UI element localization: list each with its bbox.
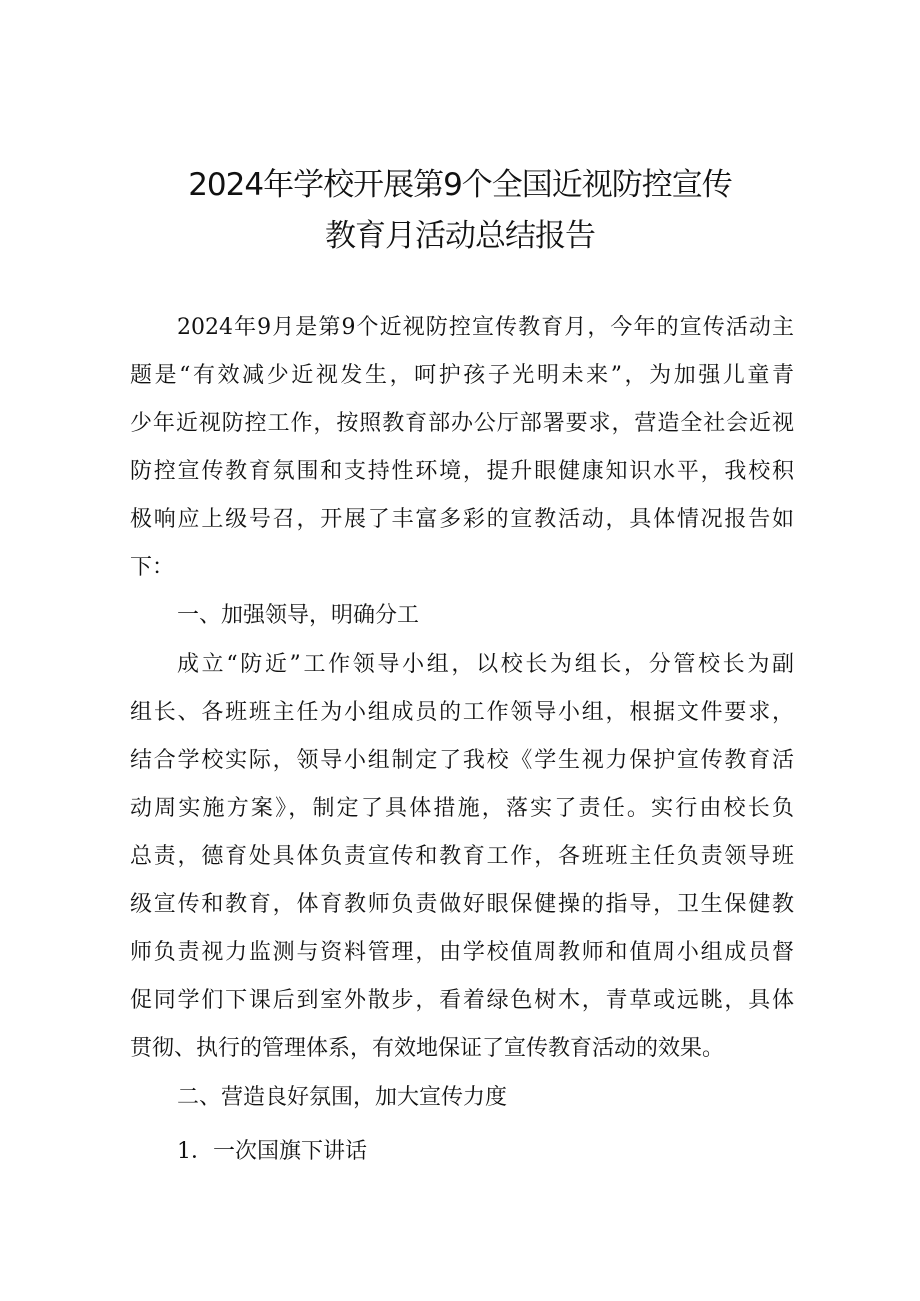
intro-line: 少年近视防控工作，按照教育部办公厅部署要求，营造全社会近视: [130, 411, 794, 436]
intro-line: 2024年9月是第9个近视防控宣传教育月，今年的宣传活动主: [177, 315, 794, 340]
intro-line: 下：: [130, 555, 175, 580]
section-1-line: 贯彻、执行的管理体系，有效地保证了宣传教育活动的效果。: [130, 1036, 725, 1061]
intro-line: 防控宣传教育氛围和支持性环境，提升眼健康知识水平，我校积: [130, 459, 794, 484]
section-1-line: 结合学校实际，领导小组制定了我校《学生视力保护宣传教育活: [130, 748, 794, 773]
section-1-heading: 一、加强领导，明确分工: [177, 603, 420, 628]
report-title-line-2: 教育月活动总结报告: [325, 218, 595, 254]
intro-line: 题是“有效减少近视发生，呵护孩子光明未来”，为加强儿童青: [130, 363, 794, 388]
section-1-line: 组长、各班班主任为小组成员的工作领导小组，根据文件要求，: [130, 700, 794, 725]
section-2-heading: 二、营造良好氛围，加大宣传力度: [177, 1085, 508, 1110]
report-title-line-1: 2024年学校开展第9个全国近视防控宣传: [188, 167, 732, 203]
section-1-line: 师负责视力监测与资料管理，由学校值周教师和值周小组成员督: [130, 940, 794, 965]
section-1-line: 总责，德育处具体负责宣传和教育工作，各班班主任负责领导班: [130, 844, 794, 869]
section-1-line: 动周实施方案》，制定了具体措施，落实了责任。实行由校长负: [130, 796, 794, 821]
section-1-line: 级宣传和教育，体育教师负责做好眼保健操的指导，卫生保健教: [130, 892, 794, 917]
intro-line: 极响应上级号召，开展了丰富多彩的宣教活动，具体情况报告如: [130, 507, 794, 532]
section-1-line: 促同学们下课后到室外散步，看着绿色树木，青草或远眺，具体: [130, 988, 794, 1013]
section-1-line: 成立“防近”工作领导小组，以校长为组长，分管校长为副: [177, 652, 794, 677]
section-2-subheading-1: 1．一次国旗下讲话: [177, 1139, 367, 1164]
